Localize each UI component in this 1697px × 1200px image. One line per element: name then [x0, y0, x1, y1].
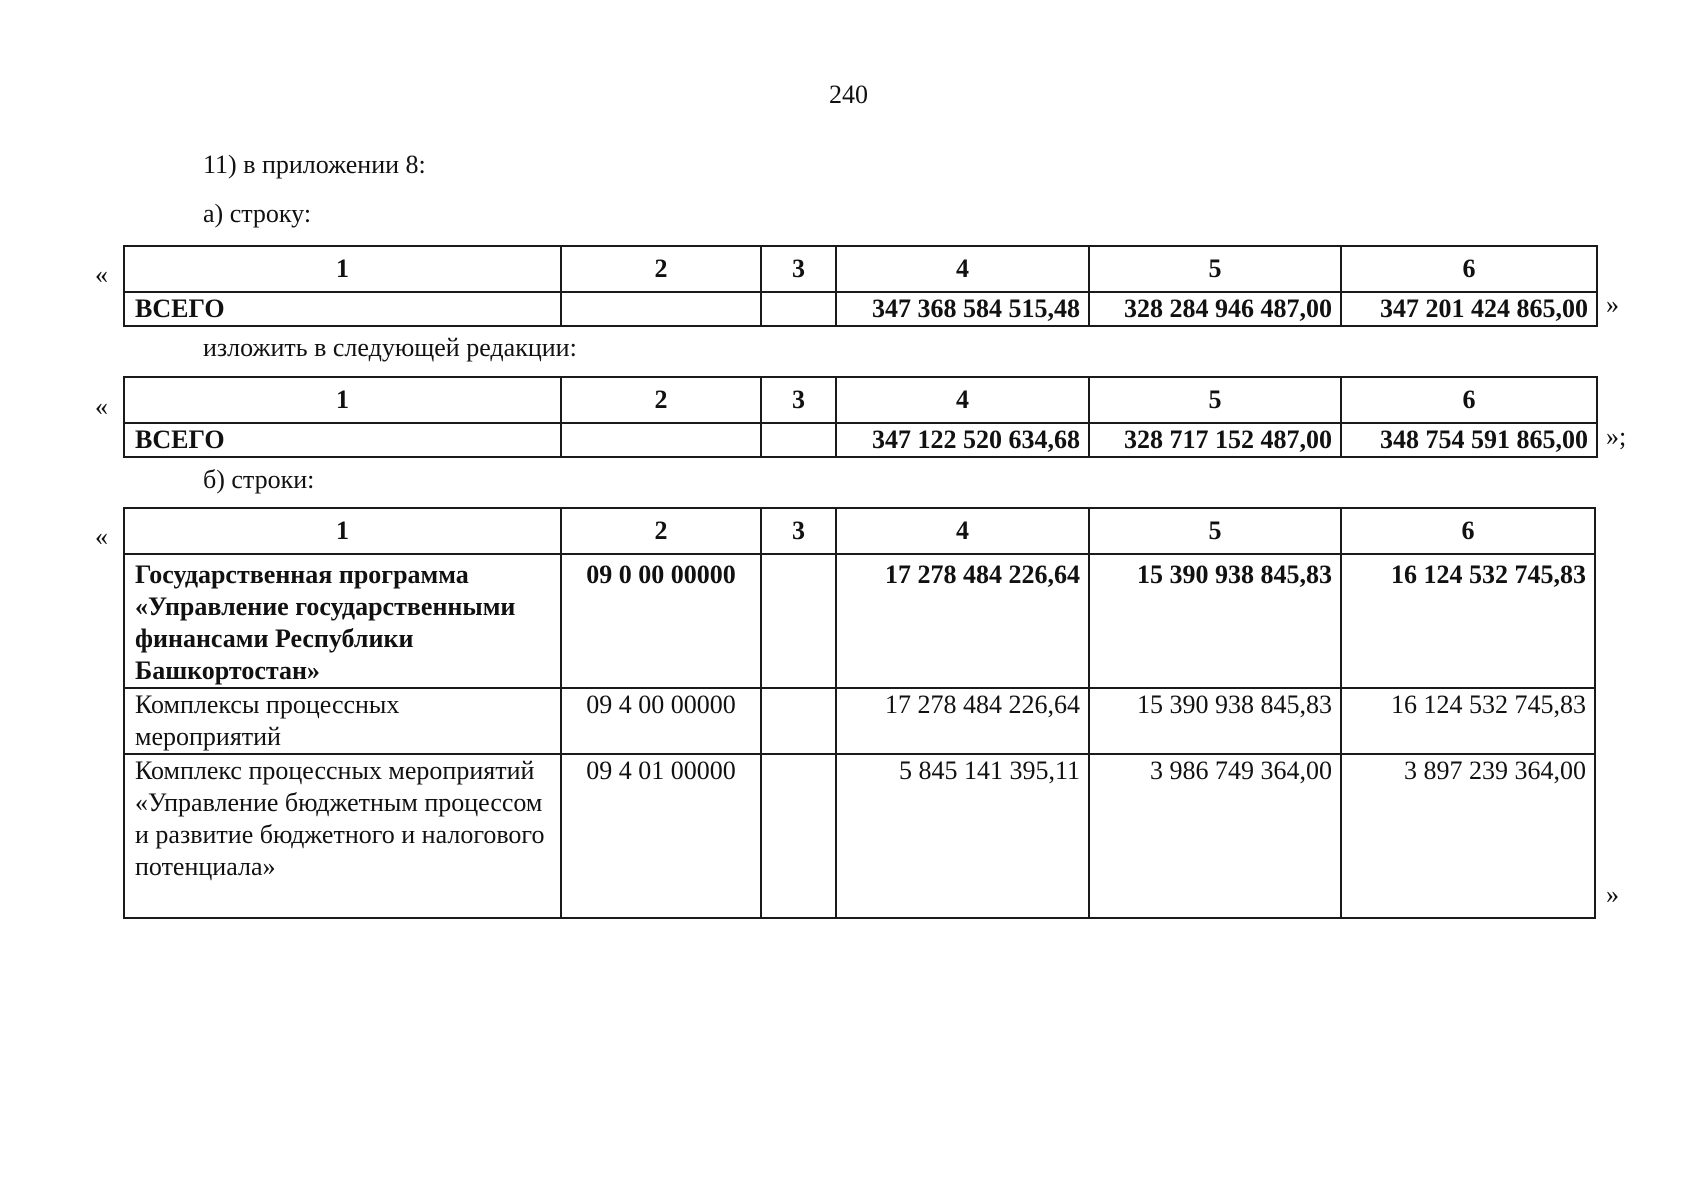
header-cell: 4 — [836, 377, 1089, 423]
row-value-5: 15 390 938 845,83 — [1089, 688, 1341, 754]
row-col3 — [761, 688, 836, 754]
table-header-row — [124, 246, 1597, 292]
header-cell: 6 — [1341, 246, 1597, 292]
row-value-5: 328 284 946 487,00 — [1089, 292, 1341, 326]
header-cell: 5 — [1089, 377, 1341, 423]
row-value-4: 17 278 484 226,64 — [836, 554, 1089, 688]
item-a-text: а) строку: — [203, 199, 312, 228]
header-cell: 3 — [761, 377, 836, 423]
header-cell: 2 — [561, 246, 761, 292]
table-old-total — [123, 245, 1598, 327]
row-value-4: 17 278 484 226,64 — [836, 688, 1089, 754]
row-code: 09 4 00 00000 — [561, 688, 761, 754]
item-b-text: б) строки: — [203, 465, 315, 494]
table-row — [124, 754, 1595, 918]
row-name: Комплекс процессных мероприятий «Управление бюджетным процессом и развитие бюджетного и налогового потенциала» — [124, 754, 561, 918]
header-cell: 1 — [124, 246, 561, 292]
row-code: 09 0 00 00000 — [561, 554, 761, 688]
row-name: ВСЕГО — [124, 292, 561, 326]
table-row — [124, 688, 1595, 754]
intro-text: 11) в приложении 8: — [203, 150, 426, 179]
close-quote: » — [1606, 290, 1619, 319]
close-quote: » — [1606, 880, 1619, 909]
row-value-5: 15 390 938 845,83 — [1089, 554, 1341, 688]
header-cell: 6 — [1341, 508, 1595, 554]
close-quote-semicolon: »; — [1606, 422, 1627, 451]
open-quote: « — [95, 392, 108, 421]
header-cell: 3 — [761, 508, 836, 554]
header-cell: 2 — [561, 508, 761, 554]
row-col3 — [761, 423, 836, 457]
page-number: 240 — [829, 80, 868, 109]
row-name: ВСЕГО — [124, 423, 561, 457]
row-col3 — [761, 754, 836, 918]
row-col3 — [761, 292, 836, 326]
row-value-6: 16 124 532 745,83 — [1341, 554, 1595, 688]
row-value-4: 347 122 520 634,68 — [836, 423, 1089, 457]
row-code: 09 4 01 00000 — [561, 754, 761, 918]
open-quote: « — [95, 522, 108, 551]
open-quote: « — [95, 260, 108, 289]
replace-text: изложить в следующей редакции: — [203, 333, 577, 362]
row-value-5: 3 986 749 364,00 — [1089, 754, 1341, 918]
row-value-5: 328 717 152 487,00 — [1089, 423, 1341, 457]
table-row — [124, 292, 1597, 326]
row-code — [561, 423, 761, 457]
table-new-total — [123, 376, 1598, 458]
header-cell: 2 — [561, 377, 761, 423]
header-cell: 5 — [1089, 246, 1341, 292]
header-cell: 1 — [124, 377, 561, 423]
table-rows-b — [123, 507, 1596, 919]
header-cell: 5 — [1089, 508, 1341, 554]
row-name: Государственная программа «Управление государственными финансами Республики Башкортостан» — [124, 554, 561, 688]
table-header-row — [124, 508, 1595, 554]
row-value-4: 5 845 141 395,11 — [836, 754, 1089, 918]
table-header-row — [124, 377, 1597, 423]
header-cell: 1 — [124, 508, 561, 554]
row-value-6: 347 201 424 865,00 — [1341, 292, 1597, 326]
row-value-4: 347 368 584 515,48 — [836, 292, 1089, 326]
row-value-6: 3 897 239 364,00 — [1341, 754, 1595, 918]
table-row — [124, 423, 1597, 457]
header-cell: 4 — [836, 246, 1089, 292]
header-cell: 6 — [1341, 377, 1597, 423]
header-cell: 4 — [836, 508, 1089, 554]
table-row — [124, 554, 1595, 688]
row-value-6: 16 124 532 745,83 — [1341, 688, 1595, 754]
header-cell: 3 — [761, 246, 836, 292]
row-col3 — [761, 554, 836, 688]
row-value-6: 348 754 591 865,00 — [1341, 423, 1597, 457]
row-name: Комплексы процессных мероприятий — [124, 688, 561, 754]
row-code — [561, 292, 761, 326]
